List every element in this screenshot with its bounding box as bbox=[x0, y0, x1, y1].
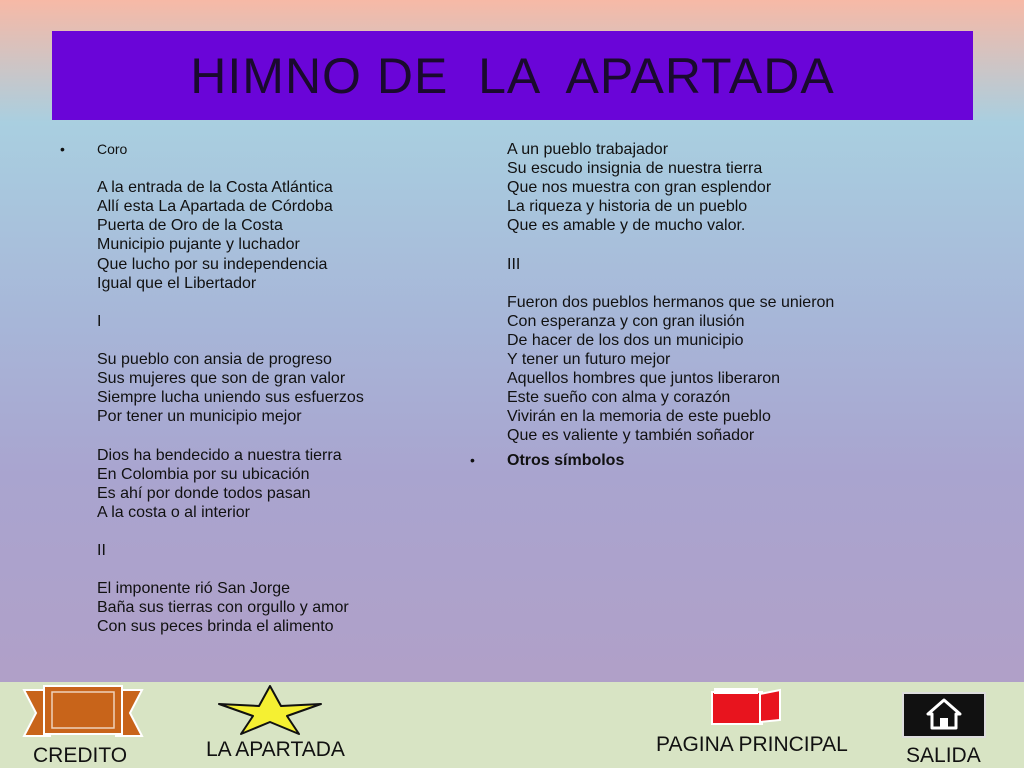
lyric-line: Dios ha bendecido a nuestra tierra bbox=[97, 446, 342, 464]
lyric-line: Y tener un futuro mejor bbox=[507, 351, 671, 369]
home-icon bbox=[902, 692, 986, 738]
stanza bbox=[60, 178, 420, 293]
lyric-line: Puerta de Oro de la Costa bbox=[97, 217, 283, 235]
star-icon bbox=[215, 684, 325, 736]
lyric-line: Que nos muestra con gran esplendor bbox=[507, 179, 772, 197]
left-column bbox=[60, 140, 420, 636]
stanza bbox=[470, 140, 910, 235]
salida-label: SALIDA bbox=[906, 744, 981, 767]
lyric-line: Sus mujeres que son de gran valor bbox=[97, 370, 346, 388]
lyric-line: A la costa o al interior bbox=[97, 503, 250, 521]
bullet-dot: • bbox=[470, 451, 475, 468]
stanza-numeral: III bbox=[507, 255, 521, 273]
lyric-line: Con sus peces brinda el alimento bbox=[97, 618, 334, 636]
stanza-numeral: II bbox=[97, 541, 106, 559]
stanza-number bbox=[470, 255, 910, 274]
stanza bbox=[470, 293, 910, 446]
salida-button[interactable] bbox=[900, 692, 990, 768]
lyric-line: A la entrada de la Costa Atlántica bbox=[97, 179, 333, 197]
lyric-line: Municipio pujante y luchador bbox=[97, 236, 300, 254]
stanza-number bbox=[60, 312, 420, 331]
stanza bbox=[60, 350, 420, 426]
lyric-line: El imponente rió San Jorge bbox=[97, 580, 290, 598]
lyric-line: Allí esta La Apartada de Córdoba bbox=[97, 198, 333, 216]
lyric-line: Su escudo insignia de nuestra tierra bbox=[507, 160, 763, 178]
credito-label: CREDITO bbox=[33, 744, 128, 767]
lyric-line: Fueron dos pueblos hermanos que se unieron bbox=[507, 293, 835, 311]
credito-button[interactable] bbox=[22, 684, 144, 768]
la-apartada-label: LA APARTADA bbox=[206, 738, 345, 761]
lyric-line: Siempre lucha uniendo sus esfuerzos bbox=[97, 389, 364, 407]
lyric-line: Este sueño con alma y corazón bbox=[507, 389, 731, 407]
bullet-dot: • bbox=[60, 141, 65, 157]
la-apartada-button[interactable] bbox=[200, 684, 352, 764]
title-bar bbox=[52, 31, 973, 120]
stanza bbox=[60, 579, 420, 636]
lyric-line: Su pueblo con ansia de progreso bbox=[97, 351, 332, 369]
lyric-line: La riqueza y historia de un pueblo bbox=[507, 198, 748, 216]
footer-nav bbox=[0, 682, 1024, 768]
lyric-line: De hacer de los dos un municipio bbox=[507, 331, 744, 349]
slide-title: HIMNO DE LA APARTADA bbox=[190, 47, 835, 104]
lyric-line: Aquellos hombres que juntos liberaron bbox=[507, 370, 781, 388]
lyric-line: Que es amable y de mucho valor. bbox=[507, 217, 746, 235]
lyric-line: Igual que el Libertador bbox=[97, 274, 257, 292]
coro-bullet bbox=[60, 140, 420, 159]
lyric-line: Vivirán en la memoria de este pueblo bbox=[507, 408, 771, 426]
stanza-number bbox=[60, 541, 420, 560]
stanza bbox=[60, 446, 420, 522]
red-flag-icon bbox=[710, 686, 784, 728]
right-column bbox=[470, 140, 910, 470]
lyric-line: Que es valiente y también soñador bbox=[507, 427, 755, 445]
banner-ribbon-icon bbox=[22, 684, 144, 742]
lyric-line: Es ahí por donde todos pasan bbox=[97, 484, 311, 502]
lyric-line: En Colombia por su ubicación bbox=[97, 465, 310, 483]
lyric-line: Por tener un municipio mejor bbox=[97, 408, 302, 426]
otros-simbolos-link[interactable]: Otros símbolos bbox=[507, 451, 625, 469]
pagina-principal-label: PAGINA PRINCIPAL bbox=[656, 733, 848, 756]
otros-simbolos-bullet[interactable] bbox=[470, 451, 910, 470]
lyric-line: Con esperanza y con gran ilusión bbox=[507, 312, 745, 330]
stanza-numeral: I bbox=[97, 312, 102, 330]
lyric-line: Baña sus tierras con orgullo y amor bbox=[97, 599, 349, 617]
pagina-principal-button[interactable] bbox=[650, 684, 854, 760]
coro-label: Coro bbox=[97, 141, 128, 157]
lyric-line: A un pueblo trabajador bbox=[507, 141, 669, 158]
lyric-line: Que lucho por su independencia bbox=[97, 255, 328, 273]
